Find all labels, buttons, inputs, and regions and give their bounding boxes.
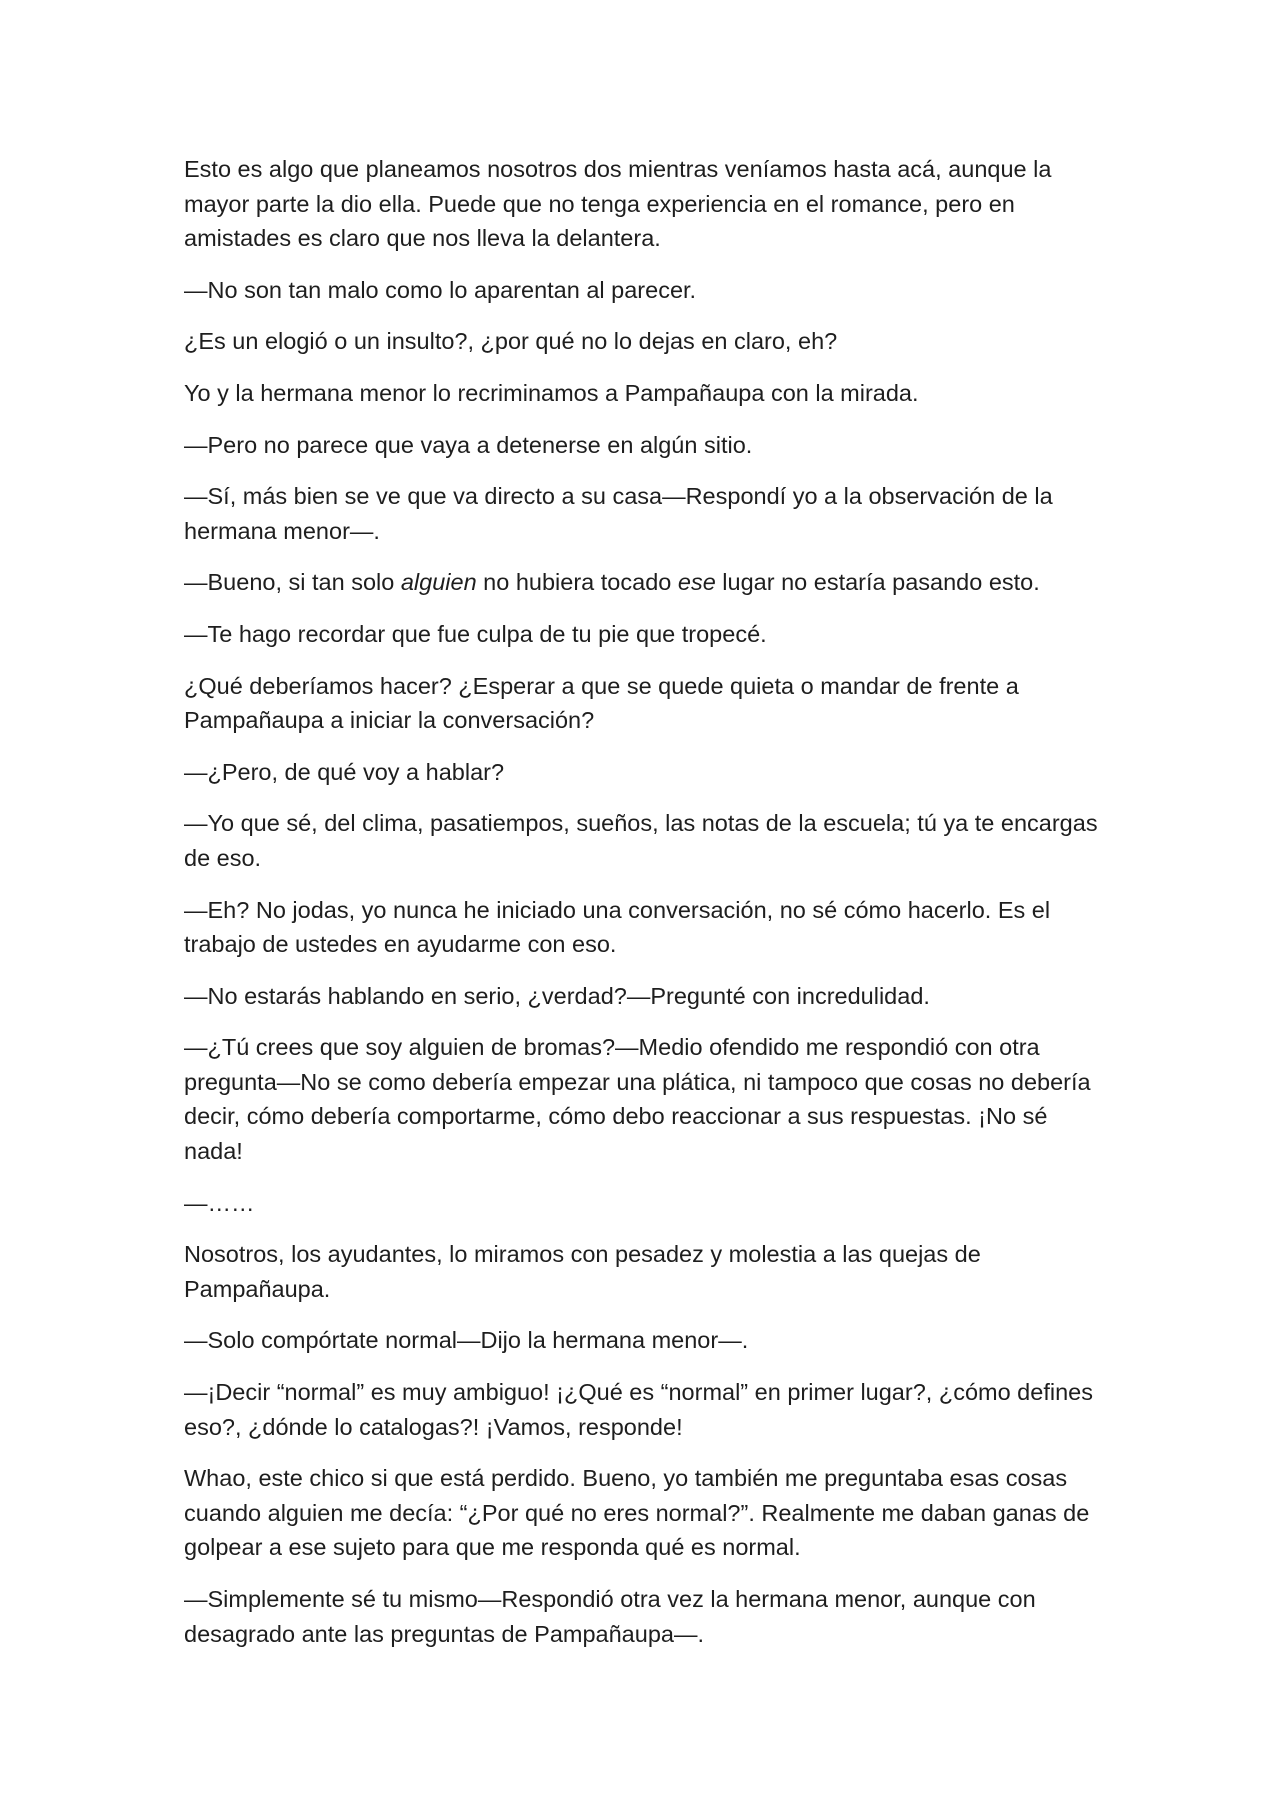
paragraph-text-segment: lugar no estaría pasando esto. bbox=[715, 569, 1040, 596]
paragraph: —…… bbox=[184, 1189, 255, 1216]
paragraph: —Pero no parece que vaya a detenerse en algún sitio. bbox=[184, 431, 753, 458]
paragraph: —Eh? No jodas, yo nunca he iniciado una conversación, no sé cómo hacerlo. Es el trabajo de ustedes en ayudarme con eso. bbox=[184, 896, 1051, 958]
paragraph: —Solo compórtate normal—Dijo la hermana menor—. bbox=[184, 1327, 749, 1354]
paragraph: Yo y la hermana menor lo recriminamos a Pampañaupa con la mirada. bbox=[184, 379, 919, 406]
paragraph: Whao, este chico si que está perdido. Bueno, yo también me preguntaba esas cosas cuando alguien me decía: “¿Por qué no eres normal?”. Realmente me daban ganas de golpear a ese sujeto para que me responda qué es normal. bbox=[184, 1465, 1090, 1561]
paragraph: —Yo que sé, del clima, pasatiempos, sueños, las notas de la escuela; tú ya te encargas de eso. bbox=[184, 810, 1098, 871]
paragraph-text-segment: —Bueno, si tan solo bbox=[184, 569, 401, 596]
paragraph: ¿Es un elogió o un insulto?, ¿por qué no lo dejas en claro, eh? bbox=[184, 328, 838, 355]
paragraph: —No son tan malo como lo aparentan al parecer. bbox=[184, 276, 697, 303]
paragraph: —No estarás hablando en serio, ¿verdad?—Pregunté con incredulidad. bbox=[184, 982, 930, 1009]
paragraph: Esto es algo que planeamos nosotros dos mientras veníamos hasta acá, aunque la mayor parte la dio ella. Puede que no tenga experiencia en el romance, pero en amistades es claro que nos lleva la delantera. bbox=[184, 156, 1052, 252]
paragraph: Nosotros, los ayudantes, lo miramos con pesadez y molestia a las quejas de Pampañaupa. bbox=[184, 1241, 981, 1302]
paragraph-text-segment: no hubiera tocado bbox=[476, 569, 678, 596]
paragraph-with-emphasis bbox=[184, 565, 1104, 600]
emphasized-word: alguien bbox=[400, 569, 477, 596]
paragraph: —Sí, más bien se ve que va directo a su casa—Respondí yo a la observación de la hermana menor—. bbox=[184, 483, 1053, 544]
paragraph: —¡Decir “normal” es muy ambiguo! ¡¿Qué es “normal” en primer lugar?, ¿cómo defines eso?, ¿dónde lo catalogas?! ¡Vamos, responde! bbox=[184, 1379, 1093, 1440]
document-body bbox=[184, 152, 1104, 1668]
paragraph: —Te hago recordar que fue culpa de tu pie que tropecé. bbox=[184, 620, 767, 647]
paragraph: ¿Qué deberíamos hacer? ¿Esperar a que se quede quieta o mandar de frente a Pampañaupa a iniciar la conversación? bbox=[184, 672, 1019, 734]
paragraph: —¿Tú crees que soy alguien de bromas?—Medio ofendido me respondió con otra pregunta—No se como debería empezar una plática, ni tampoco que cosas no debería decir, cómo debería comportarme, cómo debo reaccionar a sus respuestas. ¡No sé nada! bbox=[184, 1034, 1091, 1165]
emphasized-word: ese bbox=[677, 569, 716, 596]
paragraph: —¿Pero, de qué voy a hablar? bbox=[184, 758, 505, 785]
paragraph: —Simplemente sé tu mismo—Respondió otra vez la hermana menor, aunque con desagrado ante las preguntas de Pampañaupa—. bbox=[184, 1586, 1036, 1647]
